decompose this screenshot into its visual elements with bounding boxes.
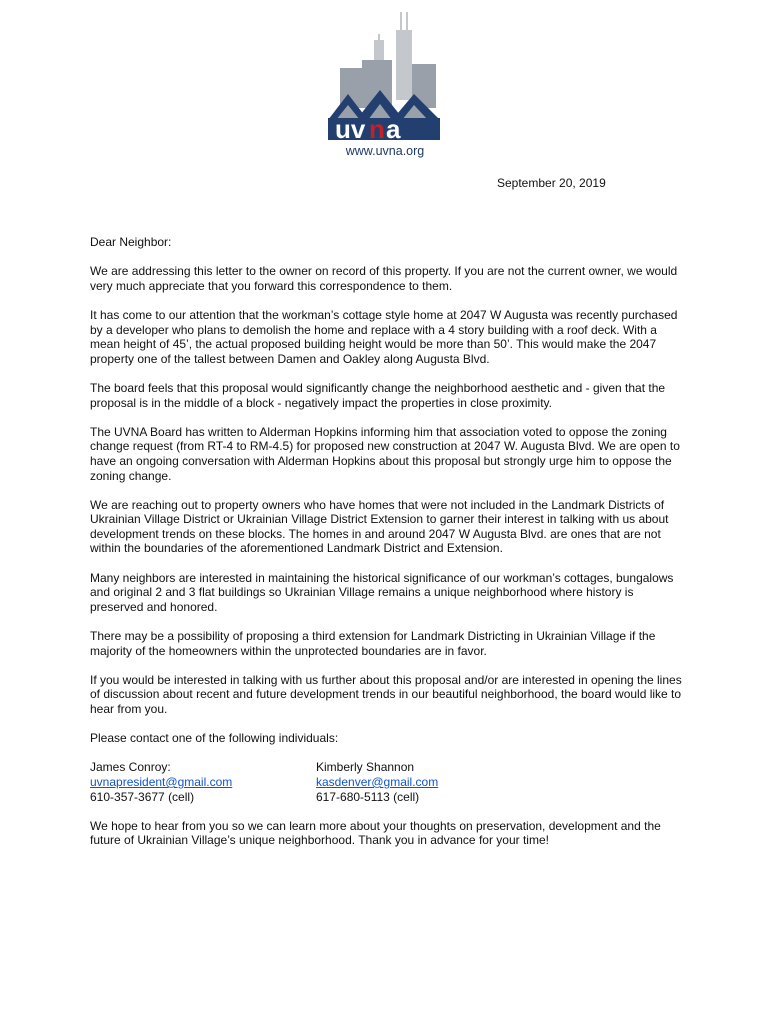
closing-paragraph: We hope to hear from you so we can learn more about your thoughts on preservation, development and the future of Ukrainian Village’s unique neighborhood. Thank you in advance for your time! — [90, 818, 661, 848]
paragraph: Many neighbors are interested in maintaining the historical significance of our workman’s cottages, bungalows and original 2 and 3 flat buildings so Ukrainian Village remains a unique neighborhood where history is preserved and honored. — [90, 570, 674, 614]
contact-card — [90, 760, 316, 804]
paragraph: There may be a possibility of proposing a third extension for Landmark Districting in Ukrainian Village if the majority of the homeowners within the unprotected boundaries are in favor. — [90, 629, 656, 658]
paragraph: Please contact one of the following individuals: — [90, 731, 339, 746]
letter-date: September 20, 2019 — [497, 176, 606, 190]
paragraph: If you would be interested in talking with us further about this proposal and/or are interested in opening the lines of discussion about recent and future development trends in our beautiful neighborhood, the board would like to hear from you. — [90, 672, 682, 716]
logo-antenna — [406, 12, 408, 32]
skyline-logo-icon — [326, 8, 444, 148]
letter-body — [90, 235, 682, 863]
contact-email-link[interactable]: uvnapresident@gmail.com — [90, 774, 233, 789]
logo-antenna — [378, 34, 380, 42]
contact-card — [316, 760, 542, 804]
logo-wordmark-n: n — [369, 114, 385, 144]
logo-building — [396, 30, 412, 100]
uvna-logo — [326, 8, 444, 160]
paragraph: It has come to our attention that the workman’s cottage style home at 2047 W Augusta was recently purchased by a developer who plans to demolish the home and replace with a 4 story building with a roof deck. With a mean height of 45’, the actual proposed building height would be more than 50’. This would make the 2047 property one of the tallest between Damen and Oakley along Augusta Blvd. — [90, 307, 678, 366]
logo-wordmark-a: a — [386, 114, 401, 144]
logo-antenna — [400, 12, 402, 32]
paragraph: The board feels that this proposal would significantly change the neighborhood aesthetic and - given that the proposal is in the middle of a block - negatively impact the properties in close proximity. — [90, 380, 666, 410]
contact-email-link[interactable]: kasdenver@gmail.com — [316, 774, 439, 789]
contact-phone: 610-357-3677 (cell) — [90, 789, 195, 804]
contact-list — [90, 760, 682, 804]
paragraph: We are reaching out to property owners who have homes that were not included in the Landmark Districts of Ukrainian Village District or Ukrainian Village District Extension to garner their interest in talking with us about development trends on these blocks. The homes in and around 2047 W Augusta Blvd. are ones that are not within the boundaries of the aforementioned Landmark District and Extension. — [90, 497, 669, 556]
contact-name: James Conroy: — [90, 760, 171, 775]
logo-wordmark-uv: uv — [335, 114, 366, 144]
paragraph: The UVNA Board has written to Alderman Hopkins informing him that association voted to oppose the zoning change request (from RT-4 to RM-4.5) for proposed new construction at 2047 W. Augusta Blvd. We are open to have an ongoing conversation with Alderman Hopkins about this proposal but strongly urge him to oppose the zoning change. — [90, 424, 680, 483]
logo-url[interactable]: www.uvna.org — [345, 144, 425, 158]
contact-phone: 617-680-5113 (cell) — [316, 789, 420, 804]
salutation: Dear Neighbor: — [90, 235, 172, 249]
contact-name: Kimberly Shannon — [316, 760, 415, 775]
paragraph: We are addressing this letter to the owner on record of this property. If you are not the current owner, we would very much appreciate that you forward this correspondence to them. — [90, 264, 678, 293]
